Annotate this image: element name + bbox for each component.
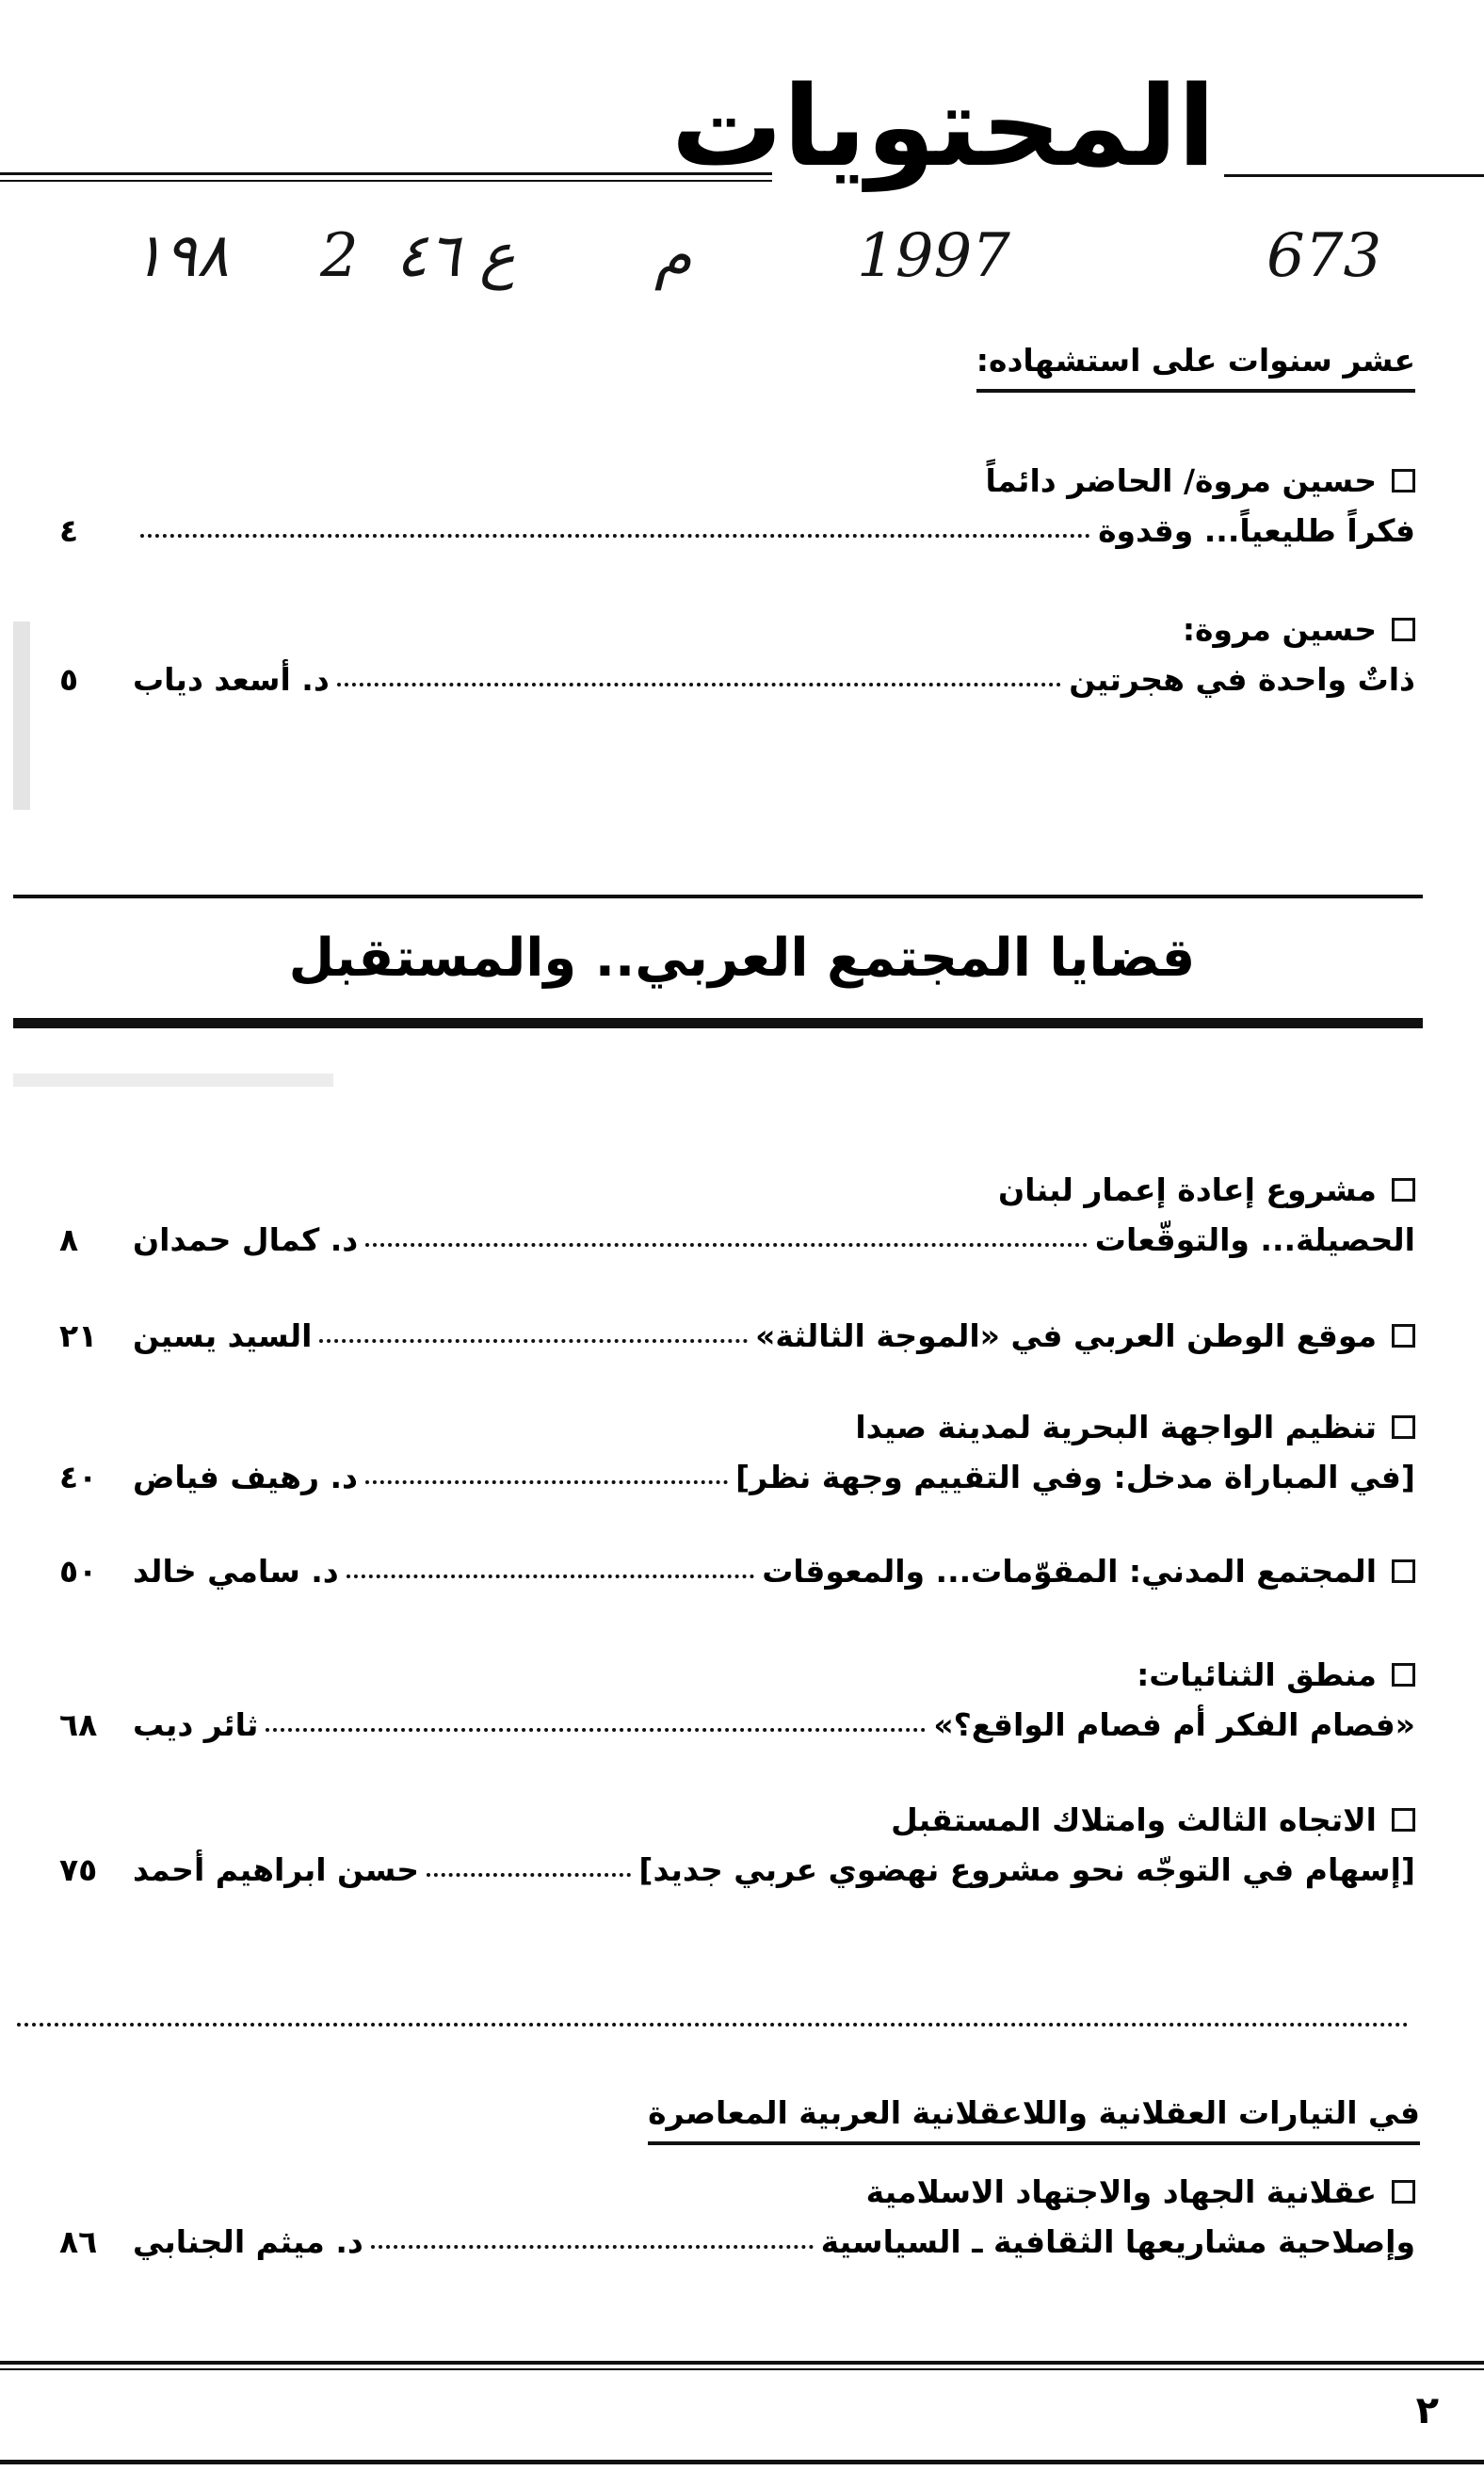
entry-author: د. رهيف فياض — [133, 1459, 358, 1496]
toc-entry-2 — [59, 610, 1415, 700]
toc-entry-4 — [59, 1316, 1415, 1355]
toc-entry-1 — [59, 461, 1415, 551]
leader-dots — [365, 1480, 728, 1484]
entry-head: حسين مروة/ الحاضر دائماً — [985, 462, 1377, 499]
section3-heading: في التيارات العقلانية واللاعقلانية العربية المعاصرة — [648, 2093, 1420, 2145]
entry-page: ٨٦ — [59, 2223, 98, 2261]
entry-head-line — [59, 1801, 1415, 1839]
leader-dots — [371, 2245, 814, 2249]
entry-row — [59, 1552, 1415, 1591]
page-title: المحتويات — [670, 61, 1216, 191]
leader-dots — [140, 534, 1090, 538]
toc-entry-7 — [59, 1655, 1415, 1745]
entry-title: «فصام الفكر أم فصام الواقع؟» — [933, 1706, 1415, 1744]
entry-page: ٤ — [59, 512, 79, 550]
entry-page: ٢١ — [59, 1317, 98, 1354]
handwritten-code: 673 — [1266, 221, 1382, 291]
leader-dots — [266, 1728, 926, 1732]
leader-dots — [347, 1575, 755, 1578]
entry-head: تنظيم الواجهة البحرية لمدينة صيدا — [855, 1409, 1377, 1445]
entry-title: [في المباراة مدخل: وفي التقييم وجهة نظر] — [735, 1459, 1415, 1496]
page-number: ٢ — [1415, 2389, 1439, 2432]
footer-rule-top — [0, 2361, 1484, 2365]
banner-rule-bottom — [13, 1018, 1423, 1028]
entry-title: ذاتٌ واحدة في هجرتين — [1069, 661, 1415, 699]
entry-row — [59, 1458, 1415, 1496]
header-rule-right — [1224, 174, 1484, 177]
entry-row — [59, 660, 1415, 699]
banner-rule-top — [13, 895, 1423, 898]
entry-head: الاتجاه الثالث وامتلاك المستقبل — [891, 1801, 1377, 1838]
checkbox-icon — [1392, 1808, 1415, 1832]
entry-title: وإصلاحية مشاريعها الثقافية ـ السياسية — [820, 2223, 1415, 2261]
entry-head-line — [59, 2172, 1415, 2211]
checkbox-icon — [1392, 1324, 1415, 1348]
entry-title: فكراً طليعياً... وقدوة — [1098, 512, 1415, 550]
handwritten-issue: ع ٤٦ — [395, 221, 516, 291]
entry-author: د. أسعد دياب — [133, 661, 330, 699]
toc-entry-5 — [59, 1408, 1415, 1497]
leader-dots — [319, 1339, 748, 1343]
entry-author: د. سامي خالد — [133, 1553, 339, 1590]
entry-author: السيد يسين — [133, 1317, 313, 1354]
checkbox-icon — [1392, 618, 1415, 641]
leader-dots — [337, 683, 1061, 686]
entry-head: مشروع إعادة إعمار لبنان — [998, 1171, 1377, 1208]
entry-author: د. ميثم الجنابي — [133, 2223, 363, 2261]
checkbox-icon — [1392, 1415, 1415, 1439]
entry-title: المجتمع المدني: المقوّمات... والمعوقات — [762, 1553, 1377, 1590]
toc-entry-9 — [59, 2172, 1415, 2262]
entry-title: الحصيلة... والتوقّعات — [1094, 1221, 1415, 1259]
handwritten-pages: ١٩٨ — [132, 221, 230, 291]
toc-entry-3 — [59, 1171, 1415, 1260]
scan-noise-band — [13, 1074, 333, 1087]
checkbox-icon — [1392, 1559, 1415, 1583]
leader-dots — [427, 1873, 631, 1877]
entry-page: ٥ — [59, 661, 79, 699]
dotted-separator — [17, 2023, 1409, 2027]
checkbox-icon — [1392, 469, 1415, 493]
entry-head-line — [59, 461, 1415, 500]
footer-rule-top-thin — [0, 2368, 1484, 2370]
entry-head-line — [59, 1408, 1415, 1446]
header-rule-left — [0, 172, 772, 175]
entry-row — [59, 1850, 1415, 1889]
entry-author: د. كمال حمدان — [133, 1221, 359, 1259]
entry-author: حسن ابراهيم أحمد — [133, 1851, 420, 1889]
handwritten-volume: م — [654, 221, 692, 291]
entry-row — [59, 2222, 1415, 2261]
leader-dots — [365, 1243, 1088, 1247]
section1-heading: عشر سنوات على استشهاده: — [976, 341, 1415, 393]
checkbox-icon — [1392, 1663, 1415, 1687]
entry-author: ثائر ديب — [133, 1706, 259, 1744]
handwritten-year: 1997 — [857, 221, 1010, 291]
entry-row — [59, 1705, 1415, 1744]
entry-title: [إسهام في التوجّه نحو مشروع نهضوي عربي جديد] — [638, 1851, 1415, 1889]
entry-page: ٤٠ — [59, 1459, 98, 1496]
entry-head-line — [59, 1171, 1415, 1209]
entry-row — [59, 1316, 1415, 1355]
header-rule-left-thin — [0, 180, 772, 182]
entry-head-line — [59, 610, 1415, 649]
entry-row — [59, 1220, 1415, 1259]
entry-page: ٦٨ — [59, 1706, 98, 1744]
section-banner: قضايا المجتمع العربي.. والمستقبل — [288, 928, 1196, 989]
entry-page: ٥٠ — [59, 1553, 98, 1590]
handwritten-number: 2 — [320, 221, 359, 291]
toc-entry-6 — [59, 1552, 1415, 1591]
checkbox-icon — [1392, 1178, 1415, 1202]
entry-head: عقلانية الجهاد والاجتهاد الاسلامية — [865, 2173, 1377, 2210]
footer-rule-bottom — [0, 2460, 1484, 2464]
checkbox-icon — [1392, 2180, 1415, 2204]
entry-page: ٨ — [59, 1221, 79, 1259]
entry-page: ٧٥ — [59, 1851, 98, 1889]
entry-head: حسين مروة: — [1182, 611, 1377, 648]
entry-row — [59, 511, 1415, 550]
entry-title: موقع الوطن العربي في «الموجة الثالثة» — [755, 1317, 1377, 1354]
entry-head-line — [59, 1655, 1415, 1694]
toc-entry-8 — [59, 1801, 1415, 1890]
entry-head: منطق الثنائيات: — [1137, 1656, 1377, 1693]
scan-noise-left — [13, 622, 30, 810]
